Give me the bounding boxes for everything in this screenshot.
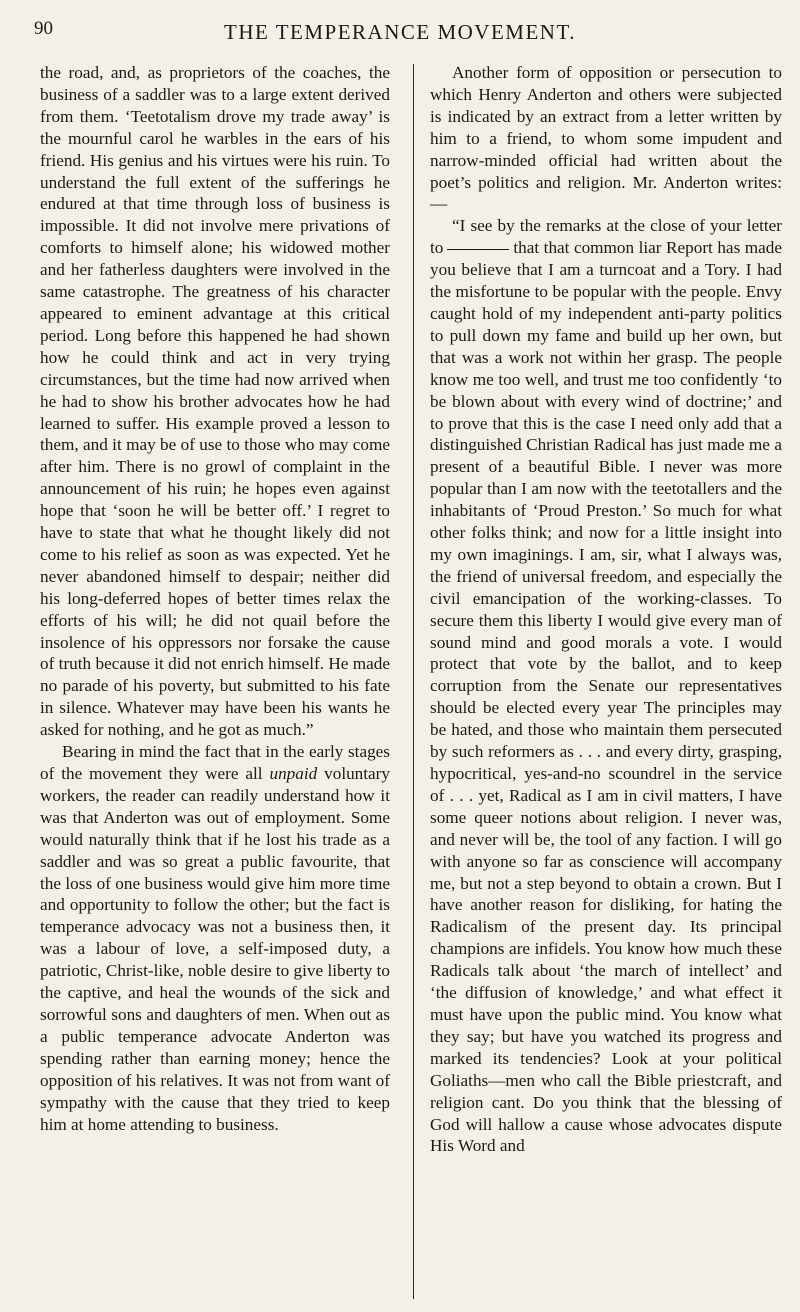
right-paragraph-2-start: “I see by the remarks at the close of your letter to — [430, 216, 782, 258]
page-number: 90 — [34, 18, 53, 39]
right-paragraph-1: Another form of opposition or persecution to which Henry Anderton and others were subjected is indicated by an extract from a letter written by him to a friend, to whom some impudent and narrow-minded official had written about the poet’s politics and religion. Mr. Anderton writes:— — [430, 63, 782, 214]
left-column — [40, 62, 390, 1135]
left-paragraph-2-emphasis: unpaid — [269, 764, 318, 783]
right-paragraph-2-end: that that common liar Report has made you believe that I am a turncoat and a Tory. I had the misfortune to be popular with the people. Envy caught hold of my independent anti-party politics to pull down my fame and build up her own, but that was a work not within her grasp. The people know me too well, and trust me too confidently ‘to be blown about with every wind of doctrine;’ and to prove that this is the case I need only add that a distinguished Christian Radical has just made me a present of a beautiful Bible. I never was more popular than I am now with the teetotallers and the inhabitants of ‘Proud Preston.’ So much for what other folks think; and now for a little insight into my own imaginings. I am, sir, what I always was, the friend of universal freedom, and especially the civil emancipation of the working-classes. To secure them this liberty I would give every man of sound mind and good morals a vote. I would protect that vote by the ballot, and to keep corruption from the Senate our representatives should be elected every year The principles may be hated, and those who maintain them persecuted by such reformers as . . . and every dirty, grasping, hypocritical, yes-and-no scoundrel in the service of . . . yet, Radical as I am in civil matters, I have some queer notions about religion. I never was, and never will be, the tool of any faction. I will go with anyone so far as conscience will accompany me, but not a step beyond to obtain a crown. But I have another reason for disliking, for hating the Radicalism of the present day. Its principal champions are infidels. You know how much these Radicals talk about ‘the march of intellect’ and ‘the diffusion of knowledge,’ and what effect it must have upon the public mind. You know what they say; but have you watched its progress and marked its tendencies? Look at your political Goliaths—men who call the Bible priestcraft, and religion cant. Do you think that the blessing of God will hallow a cause whose advocates dispute His Word and — [430, 238, 782, 1156]
running-title: THE TEMPERANCE MOVEMENT. — [224, 20, 576, 44]
left-paragraph-2-start: Bearing in mind the fact that in the early stages of the movement they were all — [40, 742, 390, 783]
omitted-name-dash — [447, 249, 509, 250]
left-paragraph-1: the road, and, as proprietors of the coaches, the business of a saddler was to a large extent derived from them. ‘Teetotalism drove my trade away’ is the mournful carol he warbles in the ears of his friend. His genius and his virtues were his ruin. To understand the full extent of the sufferings he endured at that time through loss of business is impossible. It did not involve mere privations of comforts to himself alone; his widowed mother and her fatherless daughters were involved in the same catastrophe. The greatness of his character appeared to eminent advantage at this critical period. Long before this happened he had shown how he could think and act in very trying circumstances, but the time had now arrived when he had to show his brother advocates how he had learned to suffer. His example proved a lesson to them, and it may be of use to those who may come after him. There is no growl of complaint in the announcement of his ruin; he hopes even against hope that ‘soon he will be better off.’ I regret to have to state that what he thought likely did not come to his relief as soon as was expected. Yet he never abandoned himself to despair; neither did his long-deferred hopes of better times relax the efforts of his will; he did not quail before the insolence of his oppressors nor forsake the cause of truth because it did not enrich himself. He made no parade of his poverty, but submitted to his fate in silence. Whatever may have been his wants he asked for nothing, and he got as much.” — [40, 63, 390, 740]
right-paragraph-2 — [430, 215, 782, 1157]
column-divider — [413, 64, 414, 1299]
left-paragraph-2 — [40, 741, 390, 1135]
left-paragraph-2-end: voluntary workers, the reader can readily understand how it was that Anderton was out of employment. Some would naturally think that if he lost his trade as a saddler and was so great a public favourite, that the loss of one business would give him more time and opportunity to follow the other; but the fact is temperance advocacy was not a business then, it was a labour of love, a self-imposed duty, a patriotic, Christ-like, noble desire to give liberty to the captive, and heal the wounds of the sick and sorrowful sons and daughters of men. When out as a public temperance advocate Anderton was spending rather than earning money; hence the opposition of his relatives. It was not from want of sympathy with the cause that they tried to keep him at home attending to business. — [40, 764, 390, 1134]
right-column — [430, 62, 782, 1157]
